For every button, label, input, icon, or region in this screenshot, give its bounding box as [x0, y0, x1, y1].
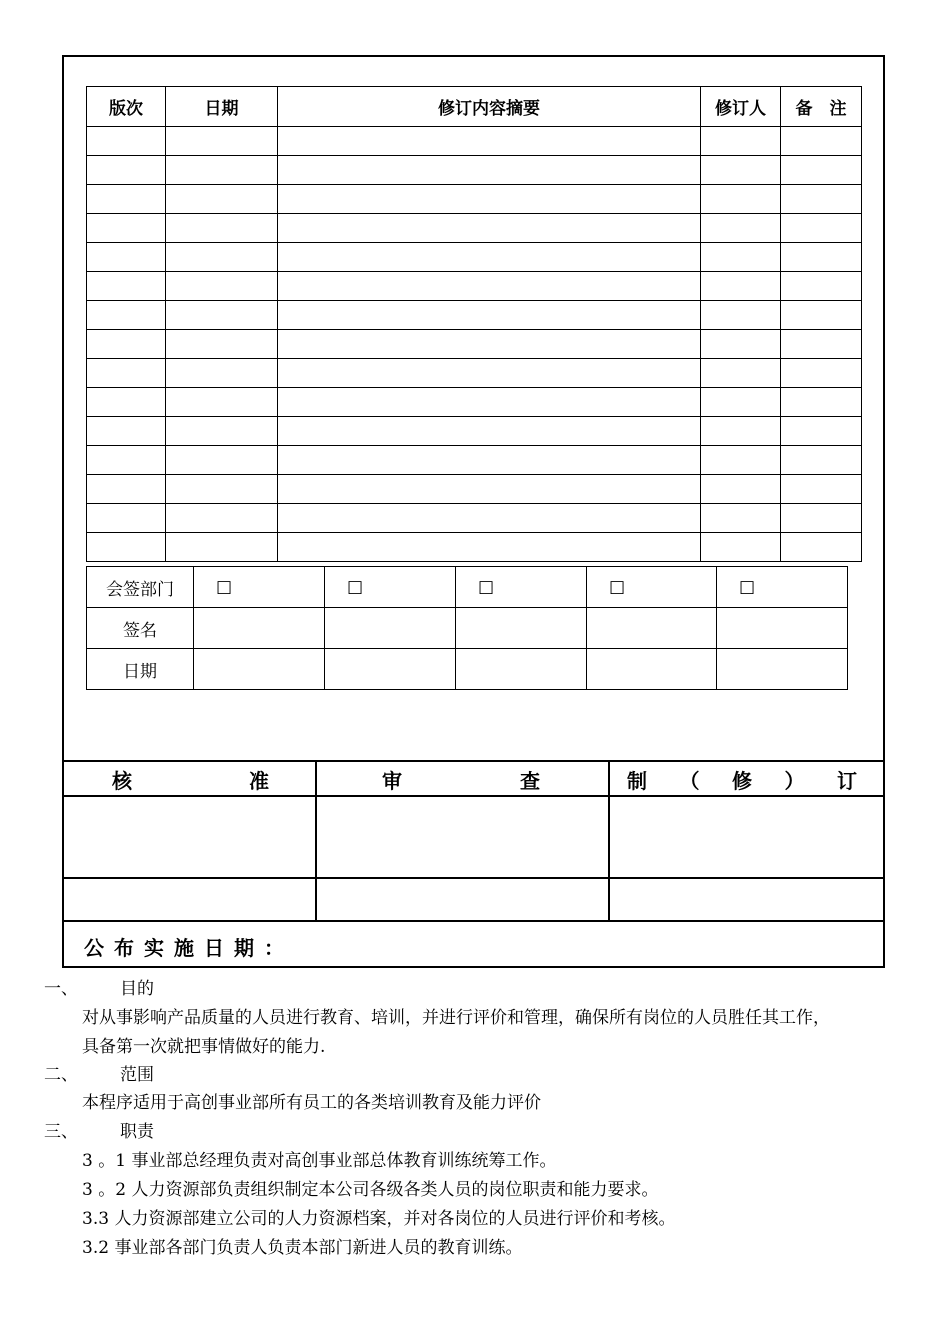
- remarks-cell[interactable]: [781, 475, 862, 504]
- summary-cell[interactable]: [278, 446, 701, 475]
- approve-heading: 核 准: [112, 769, 269, 793]
- remarks-cell[interactable]: [781, 388, 862, 417]
- summary-cell[interactable]: [278, 533, 701, 562]
- countersign-dept-label: 会签部门: [87, 567, 194, 608]
- revision-row: [87, 127, 862, 156]
- remarks-cell[interactable]: [781, 272, 862, 301]
- date-cell[interactable]: [166, 330, 278, 359]
- reviser-cell[interactable]: [701, 272, 781, 301]
- version-cell[interactable]: [87, 388, 166, 417]
- reviser-cell[interactable]: [701, 185, 781, 214]
- revision-row: [87, 156, 862, 185]
- revision-row: [87, 214, 862, 243]
- reviser-cell[interactable]: [701, 475, 781, 504]
- sign-date-cell[interactable]: [717, 649, 848, 690]
- sign-date-cell[interactable]: [456, 649, 587, 690]
- version-cell[interactable]: [87, 243, 166, 272]
- reviser-cell[interactable]: [701, 214, 781, 243]
- approval-header: [62, 760, 885, 797]
- section-heading-duties: 三、 职责: [44, 1122, 154, 1142]
- publish-date-label: 公布实施日期：: [84, 936, 294, 960]
- summary-cell[interactable]: [278, 388, 701, 417]
- dept-checkbox[interactable]: □: [717, 567, 848, 608]
- date-cell[interactable]: [166, 214, 278, 243]
- draft-revise-heading: 制 （ 修 ） 订: [627, 769, 857, 793]
- version-cell[interactable]: [87, 301, 166, 330]
- dept-checkbox[interactable]: □: [194, 567, 325, 608]
- date-cell[interactable]: [166, 272, 278, 301]
- date-cell[interactable]: [166, 504, 278, 533]
- remarks-cell[interactable]: [781, 504, 862, 533]
- duty-item: 3.2 事业部各部门负责人负责本部门新进人员的教育训练。: [82, 1238, 523, 1258]
- version-cell[interactable]: [87, 272, 166, 301]
- summary-cell[interactable]: [278, 214, 701, 243]
- reviser-cell[interactable]: [701, 446, 781, 475]
- version-cell[interactable]: [87, 475, 166, 504]
- version-cell[interactable]: [87, 330, 166, 359]
- version-cell[interactable]: [87, 446, 166, 475]
- revision-row: [87, 243, 862, 272]
- duty-item: 3.3 人力资源部建立公司的人力资源档案，并对各岗位的人员进行评价和考核。: [82, 1209, 676, 1229]
- date-cell[interactable]: [166, 156, 278, 185]
- reviser-cell[interactable]: [701, 156, 781, 185]
- signature-cell[interactable]: [194, 608, 325, 649]
- remarks-cell[interactable]: [781, 417, 862, 446]
- scope-text: 本程序适用于高创事业部所有员工的各类培训教育及能力评价: [82, 1093, 541, 1113]
- revision-table: [86, 86, 862, 562]
- section-heading-scope: 二、 范围: [44, 1065, 154, 1085]
- date-cell[interactable]: [166, 388, 278, 417]
- header-date: 日期: [166, 87, 278, 127]
- version-cell[interactable]: [87, 214, 166, 243]
- signature-cell[interactable]: [717, 608, 848, 649]
- purpose-line-1: 对从事影响产品质量的人员进行教育、培训，并进行评价和管理，确保所有岗位的人员胜任其工作，: [82, 1008, 830, 1028]
- revision-row: [87, 359, 862, 388]
- remarks-cell[interactable]: [781, 330, 862, 359]
- remarks-cell[interactable]: [781, 185, 862, 214]
- signature-cell[interactable]: [325, 608, 456, 649]
- summary-cell[interactable]: [278, 243, 701, 272]
- countersign-table: [86, 566, 848, 690]
- header-summary: 修订内容摘要: [278, 87, 701, 127]
- version-cell[interactable]: [87, 504, 166, 533]
- reviser-cell[interactable]: [701, 388, 781, 417]
- header-reviser: 修订人: [701, 87, 781, 127]
- date-cell[interactable]: [166, 533, 278, 562]
- header-remarks: 备 注: [781, 87, 862, 127]
- review-heading: 审 查: [382, 769, 540, 793]
- reviser-cell[interactable]: [701, 243, 781, 272]
- reviser-cell[interactable]: [701, 533, 781, 562]
- signature-cell[interactable]: [456, 608, 587, 649]
- remarks-cell[interactable]: [781, 127, 862, 156]
- summary-cell[interactable]: [278, 417, 701, 446]
- date-cell[interactable]: [166, 301, 278, 330]
- duty-item: 3 。1 事业部总经理负责对高创事业部总体教育训练统筹工作。: [82, 1151, 557, 1171]
- date-cell[interactable]: [166, 475, 278, 504]
- revision-row: [87, 272, 862, 301]
- remarks-cell[interactable]: [781, 359, 862, 388]
- reviser-cell[interactable]: [701, 417, 781, 446]
- summary-cell[interactable]: [278, 301, 701, 330]
- version-cell[interactable]: [87, 156, 166, 185]
- date-cell[interactable]: [166, 127, 278, 156]
- countersign-sign-label: 签名: [87, 608, 194, 649]
- draft-sign-area[interactable]: [610, 797, 883, 877]
- date-cell[interactable]: [166, 417, 278, 446]
- revision-row: [87, 475, 862, 504]
- summary-cell[interactable]: [278, 156, 701, 185]
- dept-checkbox[interactable]: □: [456, 567, 587, 608]
- remarks-cell[interactable]: [781, 533, 862, 562]
- dept-checkbox[interactable]: □: [325, 567, 456, 608]
- remarks-cell[interactable]: [781, 156, 862, 185]
- version-cell[interactable]: [87, 127, 166, 156]
- revision-row: [87, 533, 862, 562]
- date-cell[interactable]: [166, 359, 278, 388]
- revision-row: [87, 446, 862, 475]
- dept-checkbox[interactable]: □: [587, 567, 717, 608]
- countersign-dept-row: [87, 567, 848, 608]
- header-version: 版次: [87, 87, 166, 127]
- countersign-sign-row: [87, 608, 848, 649]
- version-cell[interactable]: [87, 533, 166, 562]
- summary-cell[interactable]: [278, 185, 701, 214]
- remarks-cell[interactable]: [781, 214, 862, 243]
- summary-cell[interactable]: [278, 475, 701, 504]
- reviser-cell[interactable]: [701, 359, 781, 388]
- reviser-cell[interactable]: [701, 301, 781, 330]
- approval-divider: [62, 920, 885, 922]
- approve-sign-area[interactable]: [64, 797, 315, 877]
- signature-cell[interactable]: [587, 608, 717, 649]
- sign-date-cell[interactable]: [587, 649, 717, 690]
- reviser-cell[interactable]: [701, 504, 781, 533]
- approval-divider: [62, 877, 885, 879]
- reviser-cell[interactable]: [701, 127, 781, 156]
- sign-date-cell[interactable]: [194, 649, 325, 690]
- sign-date-cell[interactable]: [325, 649, 456, 690]
- remarks-cell[interactable]: [781, 301, 862, 330]
- countersign-date-label: 日期: [87, 649, 194, 690]
- version-cell[interactable]: [87, 359, 166, 388]
- revision-row: [87, 388, 862, 417]
- version-cell[interactable]: [87, 185, 166, 214]
- date-cell[interactable]: [166, 446, 278, 475]
- revision-row: [87, 330, 862, 359]
- summary-cell[interactable]: [278, 359, 701, 388]
- revision-row: [87, 504, 862, 533]
- summary-cell[interactable]: [278, 127, 701, 156]
- date-cell[interactable]: [166, 185, 278, 214]
- section-heading-purpose: 一、 目的: [44, 979, 154, 999]
- summary-cell[interactable]: [278, 504, 701, 533]
- revision-header-row: [87, 87, 862, 127]
- remarks-cell[interactable]: [781, 243, 862, 272]
- revision-rows: [87, 127, 862, 562]
- remarks-cell[interactable]: [781, 446, 862, 475]
- summary-cell[interactable]: [278, 330, 701, 359]
- countersign-date-row: [87, 649, 848, 690]
- date-cell[interactable]: [166, 243, 278, 272]
- version-cell[interactable]: [87, 417, 166, 446]
- reviser-cell[interactable]: [701, 330, 781, 359]
- purpose-line-2: 具备第一次就把事情做好的能力.: [82, 1037, 326, 1057]
- revision-row: [87, 417, 862, 446]
- review-sign-area[interactable]: [317, 797, 608, 877]
- duty-item: 3 。2 人力资源部负责组织制定本公司各级各类人员的岗位职责和能力要求。: [82, 1180, 659, 1200]
- revision-row: [87, 185, 862, 214]
- revision-row: [87, 301, 862, 330]
- summary-cell[interactable]: [278, 272, 701, 301]
